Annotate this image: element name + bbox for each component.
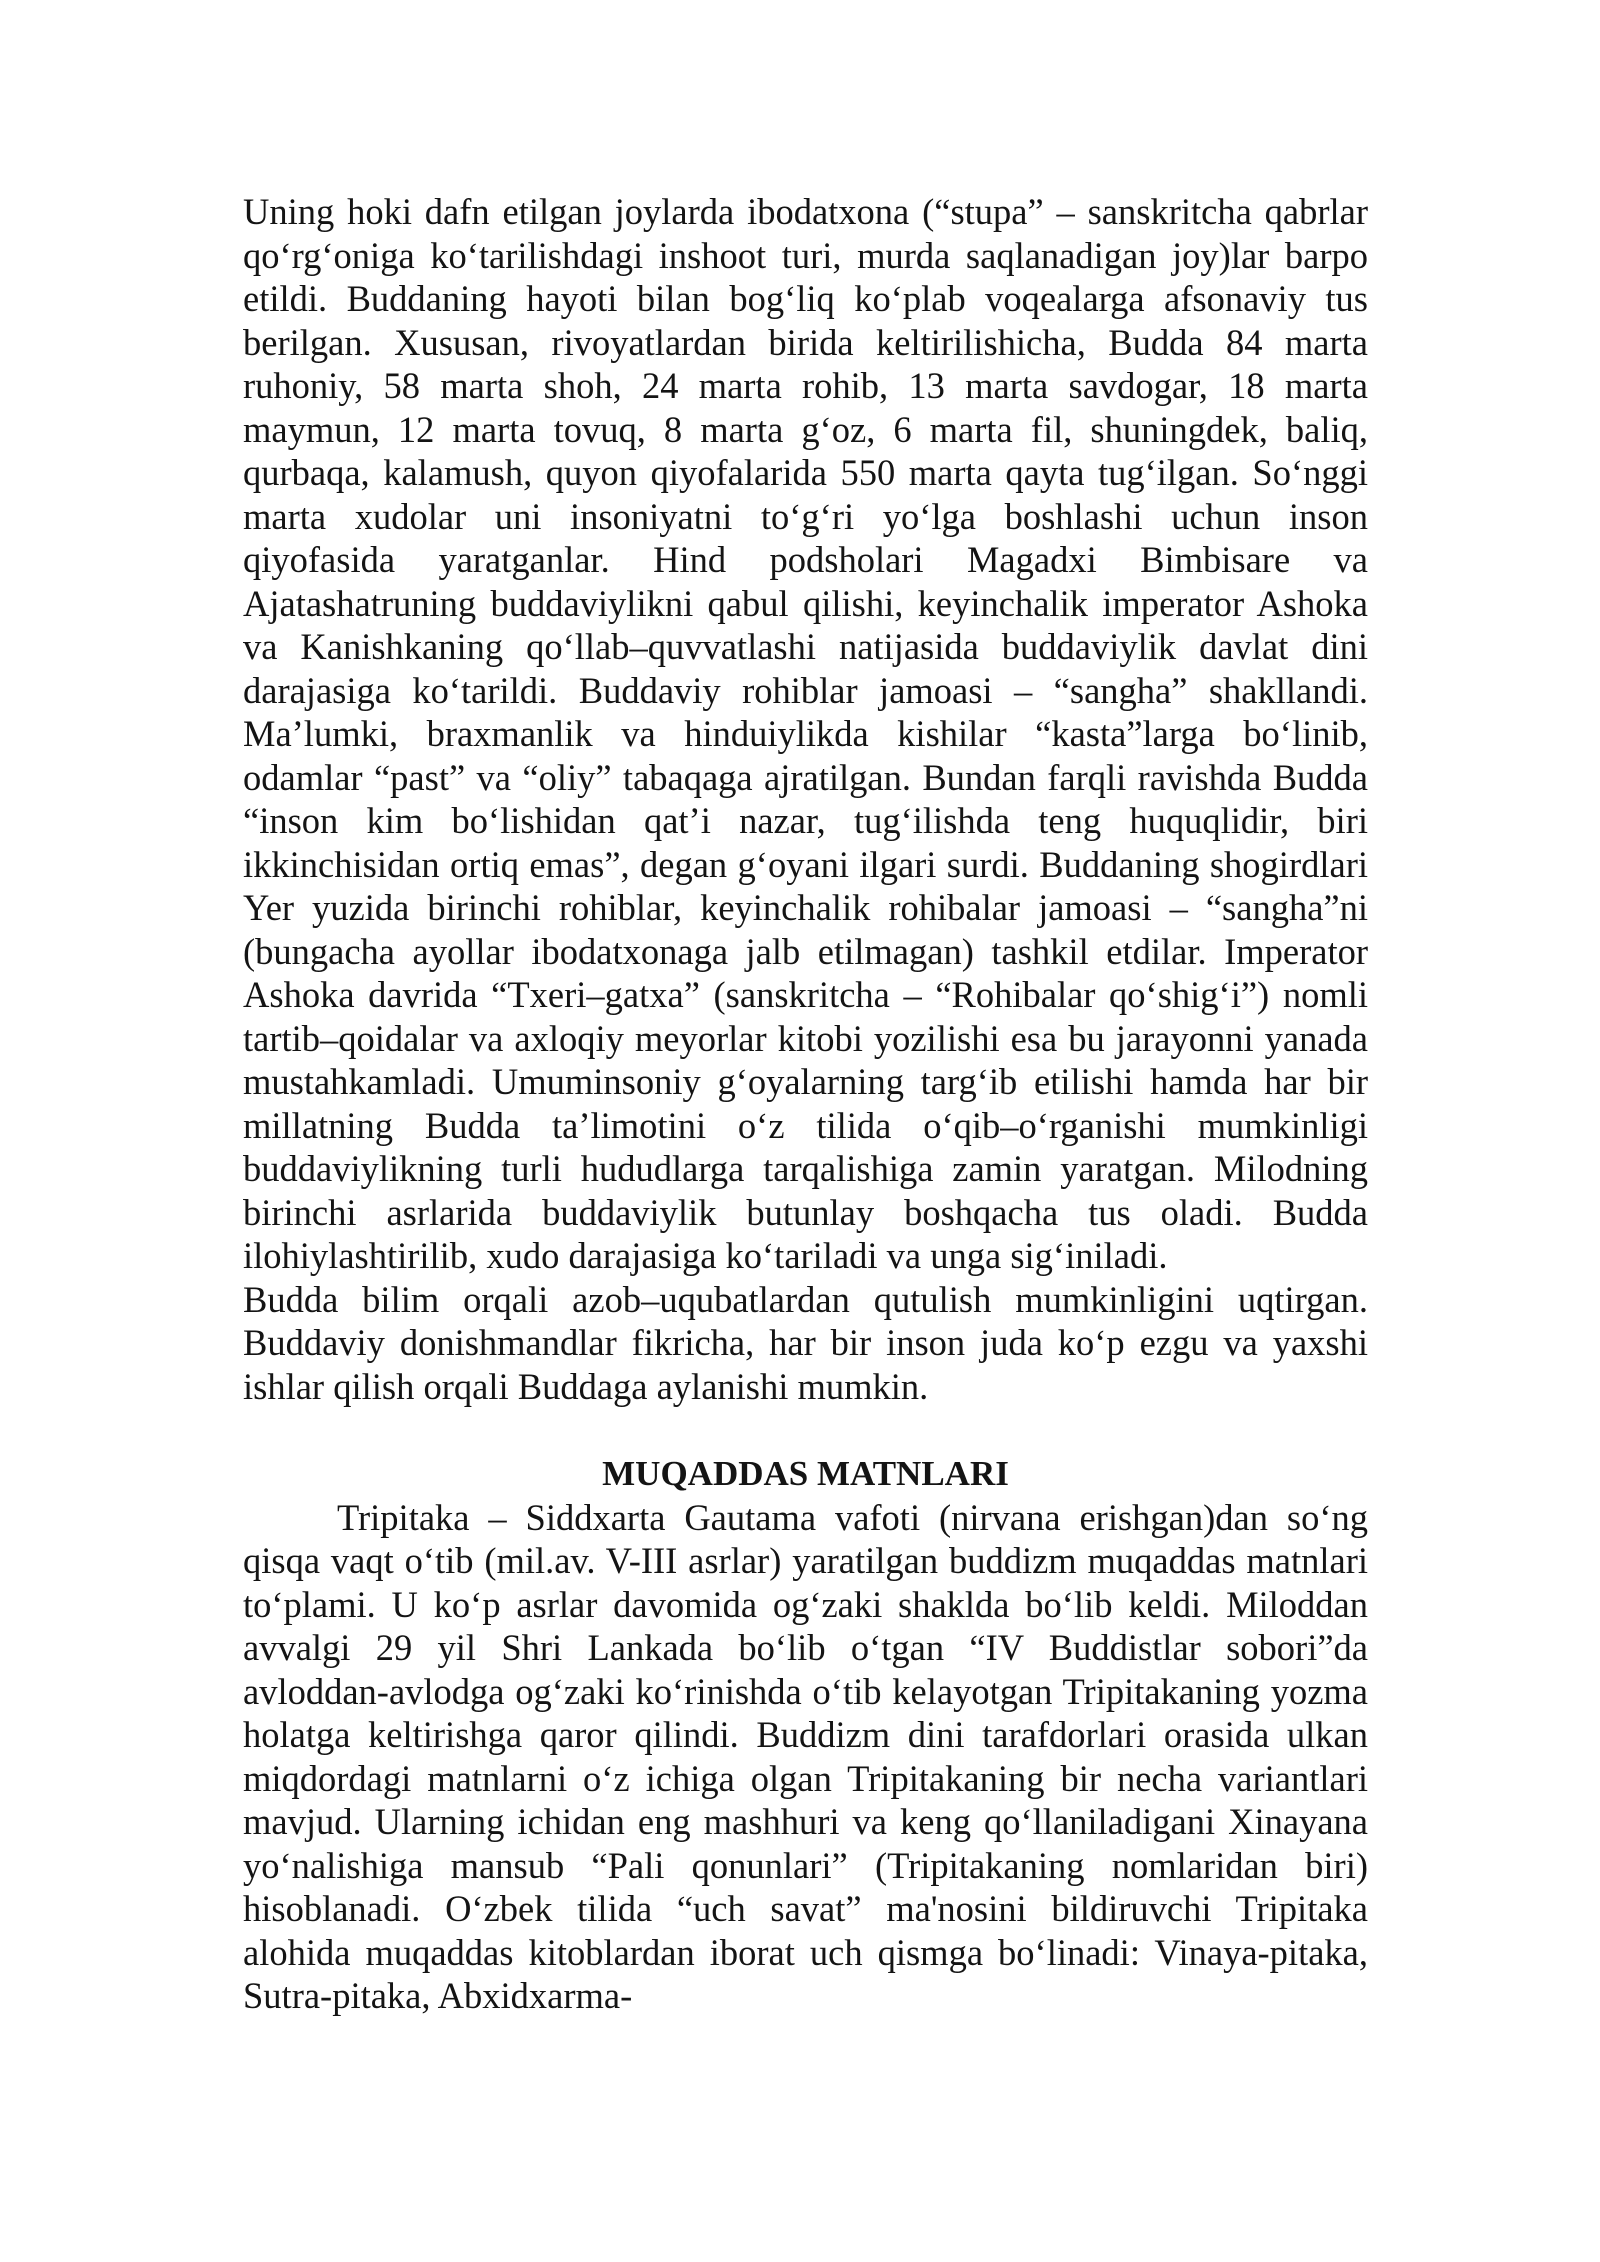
body-paragraph-1: Uning hoki dafn etilgan joylarda ibodatxona (“stupa” – sanskritcha qabrlar qo‘rg‘oniga ko‘tarilishdagi inshoot turi, murda saqlanadigan joy)lar barpo etildi. Buddaning hayoti bilan bog‘liq ko‘plab voqealarga afsonaviy tus berilgan. Xususan, rivoyatlardan birida keltirilishicha, Budda 84 marta ruhoniy, 58 marta shoh, 24 marta rohib, 13 marta savdogar, 18 marta maymun, 12 marta tovuq, 8 marta g‘oz, 6 marta fil, shuningdek, baliq, qurbaqa, kalamush, quyon qiyofalarida 550 marta qayta tug‘ilgan. So‘nggi marta xudolar uni insoniyatni to‘g‘ri yo‘lga boshlashi uchun inson qiyofasida yaratganlar. Hind podsholari Magadxi Bimbisare va Ajatashatruning buddaviylikni qabul qilishi, keyinchalik imperator Ashoka va Kanishkaning qo‘llab–quvvatlashi natijasida buddaviylik davlat dini darajasiga ko‘tarildi. Buddaviy rohiblar jamoasi – “sangha” shakllandi. Ma’lumki, braxmanlik va hinduiylikda kishilar “kasta”larga bo‘linib, odamlar “past” va “oliy” tabaqaga ajratilgan. Bundan farqli ravishda Budda “inson kim bo‘lishidan qat’i nazar, tug‘ilishda teng huquqlidir, biri ikkinchisidan ortiq emas”, degan g‘oyani ilgari surdi. Buddaning shogirdlari Yer yuzida birinchi rohiblar, keyinchalik rohibalar jamoasi – “sangha”ni (bungacha ayollar ibodatxonaga jalb etilmagan) tashkil etdilar. Imperator Ashoka davrida “Txeri–gatxa” (sanskritcha – “Rohibalar qo‘shig‘i”) nomli tartib–qoidalar va axloqiy meyorlar kitobi yozilishi esa bu jarayonni yanada mustahkamladi. Umuminsoniy g‘oyalarning targ‘ib etilishi hamda har bir millatning Budda ta’limotini o‘z tilida o‘qib–o‘rganishi mumkinligi buddaviylikning turli hududlarga tarqalishiga zamin yaratgan. Milodning birinchi asrlarida buddaviylik butunlay boshqacha tus oladi. Budda ilohiylashtirilib, xudo darajasiga ko‘tariladi va unga sig‘iniladi.: [243, 191, 1368, 1276]
body-paragraph-2: Budda bilim orqali azob–uqubatlardan qutulish mumkinligini uqtirgan. Buddaviy donishmandlar fikricha, har bir inson juda ko‘p ezgu va yaxshi ishlar qilish orqali Buddaga aylanishi mumkin.: [243, 1278, 1368, 1407]
document-page: [243, 190, 1368, 2018]
section-heading: MUQADDAS MATNLARI: [602, 1454, 1009, 1493]
section-paragraph: Tripitaka – Siddxarta Gautama vafoti (nirvana erishgan)dan so‘ng qisqa vaqt o‘tib (mil.av. V-III asrlar) yaratilgan buddizm muqaddas matnlari to‘plami. U ko‘p asrlar davomida og‘zaki shaklda bo‘lib keldi. Miloddan avvalgi 29 yil Shri Lankada bo‘lib o‘tgan “IV Buddistlar sobori”da avloddan-avlodga og‘zaki ko‘rinishda o‘tib kelayotgan Tripitakaning yozma holatga keltirishga qaror qilindi. Buddizm dini tarafdorlari orasida ulkan miqdordagi matnlarni o‘z ichiga olgan Tripitakaning bir necha variantlari mavjud. Ularning ichidan eng mashhuri va keng qo‘llaniladigani Xinayana yo‘nalishiga mansub “Pali qonunlari” (Tripitakaning nomlaridan biri) hisoblanadi. O‘zbek tilida “uch savat” ma'nosini bildiruvchi Tripitaka alohida muqaddas kitoblardan iborat uch qismga bo‘linadi: Vinaya-pitaka, Sutra-pitaka, Abxidxarma-: [243, 1496, 1368, 2016]
